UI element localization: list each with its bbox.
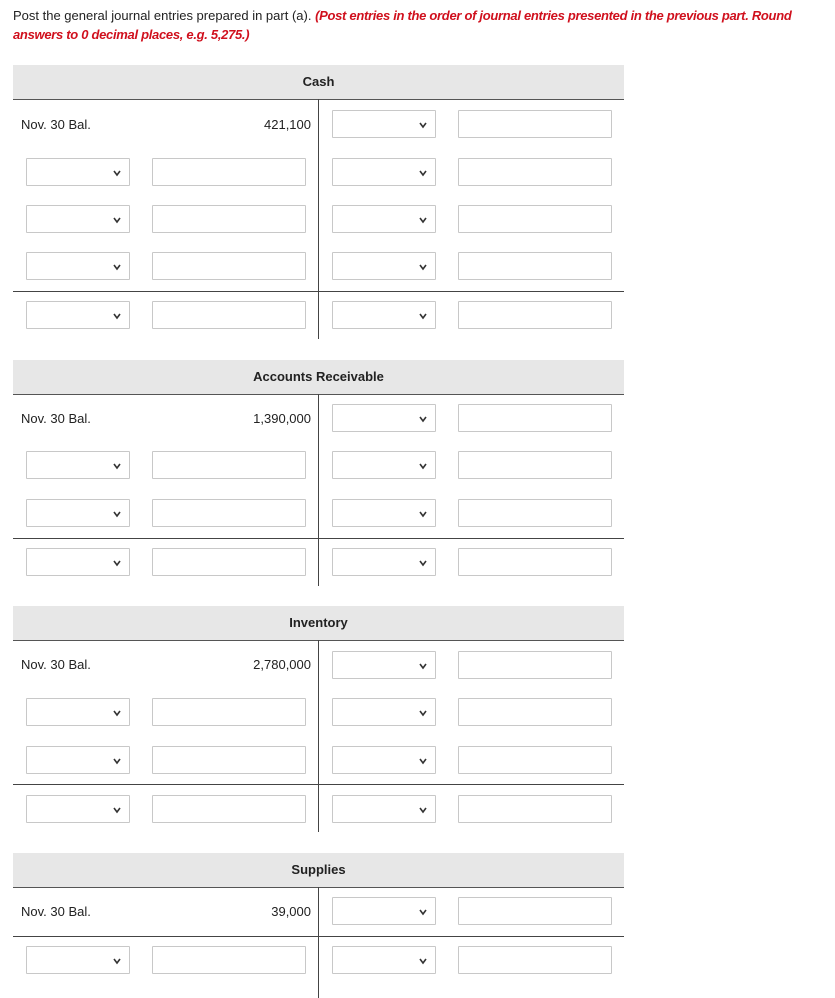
debit-account-select[interactable]	[26, 746, 130, 774]
credit-account-select[interactable]	[332, 110, 436, 138]
credit-amount-input[interactable]	[458, 404, 612, 432]
chevron-down-icon	[113, 708, 121, 718]
chevron-down-icon	[113, 262, 121, 272]
debit-amount-input[interactable]	[152, 746, 306, 774]
total-line	[13, 291, 624, 292]
debit-amount-input[interactable]	[152, 451, 306, 479]
credit-amount-input[interactable]	[458, 746, 612, 774]
chevron-down-icon	[419, 120, 427, 130]
instructions-text: Post the general journal entries prepared in part (a).	[13, 8, 312, 23]
credit-amount-input[interactable]	[458, 205, 612, 233]
debit-balance-label: Nov. 30 Bal.	[21, 117, 91, 132]
credit-account-select[interactable]	[332, 404, 436, 432]
credit-total-input[interactable]	[458, 548, 612, 576]
debit-balance-label: Nov. 30 Bal.	[21, 904, 91, 919]
chevron-down-icon	[419, 168, 427, 178]
debit-balance-value: 1,390,000	[253, 411, 311, 426]
chevron-down-icon	[113, 215, 121, 225]
credit-account-select[interactable]	[332, 746, 436, 774]
chevron-down-icon	[419, 558, 427, 568]
t-account-divider	[318, 99, 319, 339]
credit-total-input[interactable]	[458, 301, 612, 329]
debit-account-select[interactable]	[26, 698, 130, 726]
credit-amount-input[interactable]	[458, 451, 612, 479]
chevron-down-icon	[113, 509, 121, 519]
debit-account-select[interactable]	[26, 205, 130, 233]
t-account-divider	[318, 394, 319, 586]
t-account-cash	[13, 65, 624, 339]
credit-amount-input[interactable]	[458, 110, 612, 138]
chevron-down-icon	[419, 509, 427, 519]
chevron-down-icon	[419, 956, 427, 966]
credit-total-select[interactable]	[332, 795, 436, 823]
account-title: Supplies	[13, 853, 624, 888]
debit-account-select[interactable]	[26, 499, 130, 527]
credit-account-select[interactable]	[332, 252, 436, 280]
credit-account-select[interactable]	[332, 205, 436, 233]
instructions	[13, 6, 818, 44]
debit-amount-input[interactable]	[152, 698, 306, 726]
debit-total-select[interactable]	[26, 301, 130, 329]
chevron-down-icon	[419, 805, 427, 815]
t-account-accounts-receivable	[13, 360, 624, 586]
t-account-supplies	[13, 853, 624, 998]
debit-amount-input[interactable]	[152, 158, 306, 186]
credit-amount-input[interactable]	[458, 651, 612, 679]
credit-account-select[interactable]	[332, 158, 436, 186]
credit-total-input[interactable]	[458, 795, 612, 823]
debit-total-input[interactable]	[152, 795, 306, 823]
debit-account-select[interactable]	[26, 451, 130, 479]
credit-account-select[interactable]	[332, 651, 436, 679]
debit-balance-label: Nov. 30 Bal.	[21, 657, 91, 672]
instructions-emphasis: (Post entries in the order of journal entries presented in the previous part. Round answers to 0 decimal places, e.g. 5,275.)	[13, 8, 792, 42]
credit-amount-input[interactable]	[458, 252, 612, 280]
credit-total-input[interactable]	[458, 946, 612, 974]
chevron-down-icon	[419, 708, 427, 718]
chevron-down-icon	[419, 756, 427, 766]
total-line	[13, 784, 624, 785]
debit-total-input[interactable]	[152, 548, 306, 576]
debit-balance-value: 421,100	[264, 117, 311, 132]
debit-amount-input[interactable]	[152, 499, 306, 527]
chevron-down-icon	[419, 262, 427, 272]
chevron-down-icon	[419, 907, 427, 917]
credit-total-select[interactable]	[332, 548, 436, 576]
chevron-down-icon	[419, 661, 427, 671]
debit-total-select[interactable]	[26, 548, 130, 576]
credit-amount-input[interactable]	[458, 897, 612, 925]
debit-amount-input[interactable]	[152, 252, 306, 280]
credit-total-select[interactable]	[332, 946, 436, 974]
debit-account-select[interactable]	[26, 252, 130, 280]
credit-account-select[interactable]	[332, 451, 436, 479]
chevron-down-icon	[113, 461, 121, 471]
t-account-divider	[318, 640, 319, 832]
chevron-down-icon	[113, 956, 121, 966]
chevron-down-icon	[113, 805, 121, 815]
debit-total-select[interactable]	[26, 946, 130, 974]
account-title: Inventory	[13, 606, 624, 641]
account-title: Accounts Receivable	[13, 360, 624, 395]
chevron-down-icon	[113, 756, 121, 766]
credit-account-select[interactable]	[332, 897, 436, 925]
t-account-inventory	[13, 606, 624, 832]
credit-account-select[interactable]	[332, 698, 436, 726]
chevron-down-icon	[113, 168, 121, 178]
debit-account-select[interactable]	[26, 158, 130, 186]
chevron-down-icon	[419, 414, 427, 424]
chevron-down-icon	[113, 558, 121, 568]
chevron-down-icon	[113, 311, 121, 321]
debit-balance-label: Nov. 30 Bal.	[21, 411, 91, 426]
total-line	[13, 936, 624, 937]
t-account-divider	[318, 887, 319, 998]
chevron-down-icon	[419, 311, 427, 321]
chevron-down-icon	[419, 461, 427, 471]
debit-balance-value: 39,000	[271, 904, 311, 919]
debit-balance-value: 2,780,000	[253, 657, 311, 672]
debit-amount-input[interactable]	[152, 205, 306, 233]
credit-amount-input[interactable]	[458, 499, 612, 527]
debit-total-input[interactable]	[152, 946, 306, 974]
debit-total-select[interactable]	[26, 795, 130, 823]
total-line	[13, 538, 624, 539]
credit-amount-input[interactable]	[458, 158, 612, 186]
debit-total-input[interactable]	[152, 301, 306, 329]
credit-total-select[interactable]	[332, 301, 436, 329]
chevron-down-icon	[419, 215, 427, 225]
account-title: Cash	[13, 65, 624, 100]
credit-account-select[interactable]	[332, 499, 436, 527]
credit-amount-input[interactable]	[458, 698, 612, 726]
